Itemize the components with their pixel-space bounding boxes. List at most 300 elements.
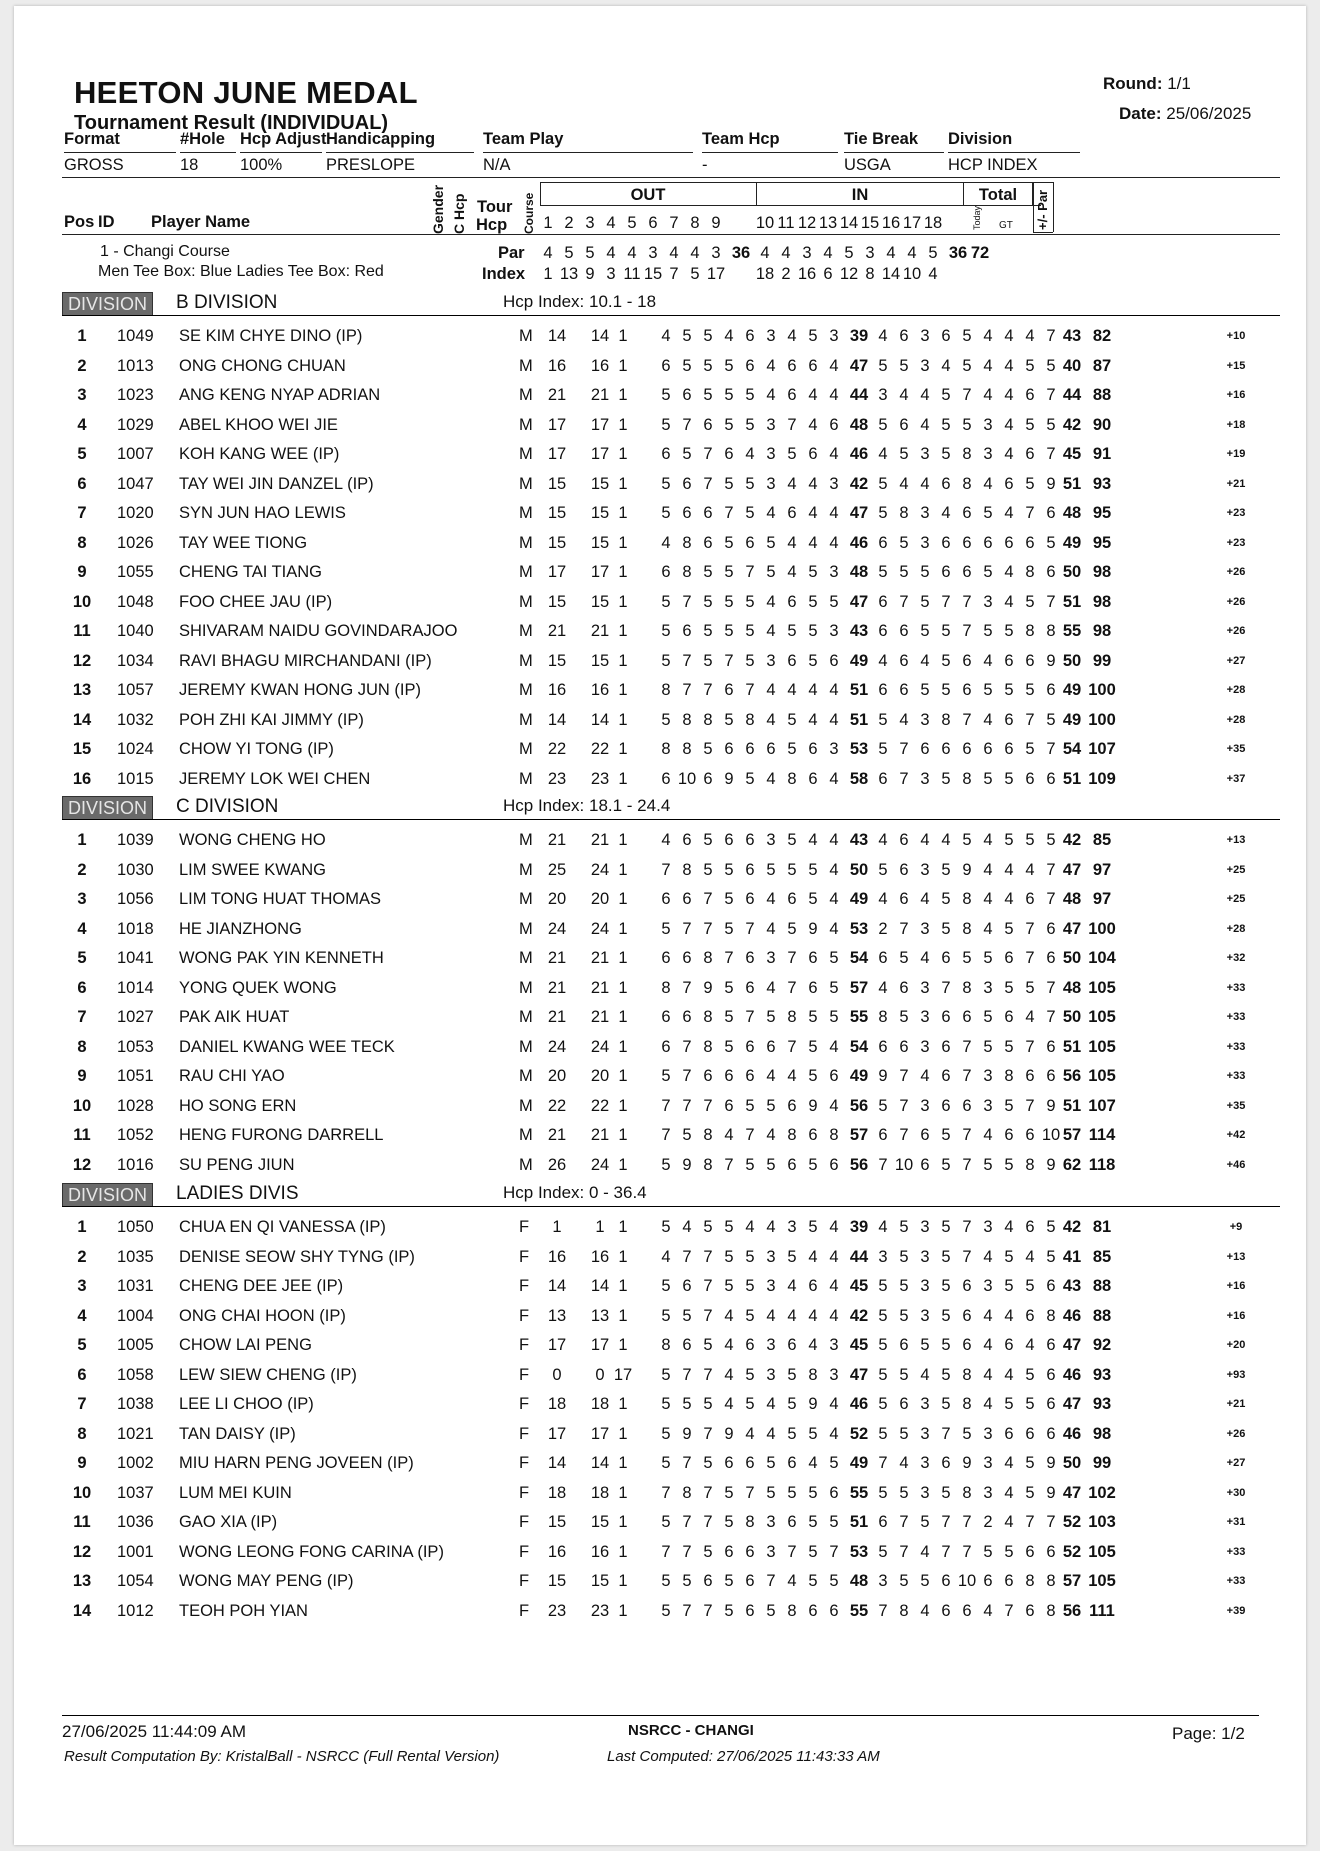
hole-score: 6 xyxy=(787,651,797,670)
hole-score: 7 xyxy=(703,1424,713,1443)
gender: M xyxy=(519,831,533,849)
hole-score: 6 xyxy=(745,1454,755,1472)
hole-score: 7 xyxy=(745,1126,755,1144)
hole-score: 7 xyxy=(941,592,951,611)
hole-score: 5 xyxy=(941,445,951,463)
hole-score: 5 xyxy=(1025,1277,1035,1295)
hole-score: 3 xyxy=(983,1483,993,1502)
hole-score: 5 xyxy=(1004,1395,1014,1413)
c-hcp: 20 xyxy=(547,890,567,908)
c-hcp: 17 xyxy=(547,1336,567,1354)
hole-score: 4 xyxy=(829,1218,839,1236)
index-value-12: 16 xyxy=(797,265,817,283)
out-total: 46 xyxy=(849,533,869,552)
hole-score: 6 xyxy=(682,1008,692,1026)
hole-score: 4 xyxy=(766,1424,776,1443)
hole-score: 6 xyxy=(941,949,951,967)
hole-score: 3 xyxy=(920,919,930,938)
hole-score: 7 xyxy=(745,919,755,938)
gross-total: 92 xyxy=(1092,1336,1112,1354)
out-total: 51 xyxy=(849,710,869,729)
c-hcp: 21 xyxy=(547,831,567,849)
hole-score: 5 xyxy=(808,1218,818,1236)
par-value-15: 3 xyxy=(865,244,875,262)
player-name: GAO XIA (IP) xyxy=(179,1513,278,1531)
hole-score: 5 xyxy=(878,1483,888,1502)
hole-score: 5 xyxy=(703,831,713,849)
hole-score: 5 xyxy=(787,740,797,758)
c-hcp: 14 xyxy=(547,327,567,345)
hole-score: 5 xyxy=(962,356,972,375)
in-total: 47 xyxy=(1062,1395,1082,1413)
hole-score: 5 xyxy=(829,1008,839,1026)
hole-score: 7 xyxy=(703,1483,713,1502)
c-hcp: 15 xyxy=(547,1572,567,1590)
gender: M xyxy=(519,1155,533,1174)
pos: 5 xyxy=(77,1336,87,1354)
player-id: 1001 xyxy=(117,1542,154,1561)
gross-total: 95 xyxy=(1092,504,1112,522)
player-id: 1054 xyxy=(117,1572,154,1590)
hole-score: 6 xyxy=(703,504,713,522)
hole-score: 5 xyxy=(878,1306,888,1325)
hole-score: 3 xyxy=(829,563,839,581)
hole-score: 5 xyxy=(899,1008,909,1026)
hole-score: 5 xyxy=(1046,710,1056,729)
hole-score: 6 xyxy=(787,1336,797,1354)
tour-hcp: 14 xyxy=(590,710,610,729)
hole-score: 5 xyxy=(724,860,734,879)
in-total: 47 xyxy=(1062,1483,1082,1502)
hole-score: 4 xyxy=(766,769,776,788)
hole-score: 4 xyxy=(787,1277,797,1295)
hole-score: 6 xyxy=(1004,949,1014,967)
hole-score: 5 xyxy=(878,1542,888,1561)
pos: 8 xyxy=(77,533,87,552)
tour-hcp: 17 xyxy=(590,445,610,463)
hole-score: 6 xyxy=(1046,919,1056,938)
par-diff: +21 xyxy=(1226,1398,1246,1410)
gross-total: 98 xyxy=(1092,622,1112,640)
course-no: 1 xyxy=(618,504,628,522)
hole-score: 5 xyxy=(941,1126,951,1144)
gender: M xyxy=(519,386,533,404)
hole-score: 4 xyxy=(1004,504,1014,522)
hole-score: 6 xyxy=(878,949,888,967)
hole-score: 5 xyxy=(808,1155,818,1174)
index-value-1: 13 xyxy=(559,265,579,283)
division-tag: DIVISION xyxy=(62,796,153,820)
header-mid-rule xyxy=(540,205,1041,206)
header-today: Today xyxy=(972,205,982,230)
par-diff: +33 xyxy=(1226,1545,1246,1558)
hole-score: 7 xyxy=(745,681,755,699)
tour-hcp: 21 xyxy=(590,622,610,640)
hole-score: 5 xyxy=(1004,1096,1014,1115)
out-total: 39 xyxy=(849,327,869,345)
gender: M xyxy=(519,563,533,581)
hole-score: 4 xyxy=(829,681,839,699)
hole-score: 8 xyxy=(1046,622,1056,640)
hole-score: 5 xyxy=(682,1306,692,1325)
gross-total: 111 xyxy=(1089,1601,1115,1620)
hole-score: 7 xyxy=(682,1542,692,1561)
hole-score: 5 xyxy=(724,710,734,729)
out-total: 53 xyxy=(849,1542,869,1561)
hole-score: 7 xyxy=(703,474,713,493)
hole-score: 4 xyxy=(983,1395,993,1413)
hole-score: 3 xyxy=(983,1067,993,1085)
hole-score: 6 xyxy=(745,356,755,375)
footer-rule xyxy=(62,1715,1259,1716)
hole-score: 7 xyxy=(962,1067,972,1085)
hole-score: 8 xyxy=(682,710,692,729)
hole-score: 4 xyxy=(724,1336,734,1354)
course-no: 1 xyxy=(618,356,628,375)
hole-score: 4 xyxy=(920,1365,930,1384)
gender: M xyxy=(519,740,533,758)
hole-score: 3 xyxy=(829,474,839,493)
hole-score: 7 xyxy=(899,592,909,611)
division-tag: DIVISION xyxy=(62,292,153,316)
gross-total: 99 xyxy=(1092,1454,1112,1472)
hole-score: 7 xyxy=(703,919,713,938)
hole-score: 5 xyxy=(878,356,888,375)
hole-score: 6 xyxy=(661,1037,671,1056)
hole-score: 5 xyxy=(1046,1218,1056,1236)
par-diff: +25 xyxy=(1226,863,1246,876)
hole-score: 8 xyxy=(808,1365,818,1384)
player-id: 1039 xyxy=(117,831,154,849)
header-out: OUT xyxy=(630,186,666,204)
hole-score: 7 xyxy=(962,1513,972,1531)
out-total: 53 xyxy=(849,740,869,758)
hole-score: 5 xyxy=(899,1277,909,1295)
pos: 10 xyxy=(72,1096,92,1115)
course-no: 1 xyxy=(618,860,628,879)
header-c-hcp: C Hcp xyxy=(451,193,467,234)
par-diff: +27 xyxy=(1226,654,1246,667)
gender: M xyxy=(519,681,533,699)
hole-score: 3 xyxy=(787,1218,797,1236)
player-name: KOH KANG WEE (IP) xyxy=(179,445,340,463)
par-value-4: 4 xyxy=(627,244,637,262)
hole-score: 5 xyxy=(920,1336,930,1354)
par-diff: +33 xyxy=(1226,1040,1246,1053)
result-sheet xyxy=(14,6,1306,1845)
hole-score: 8 xyxy=(899,504,909,522)
course-no: 1 xyxy=(618,1336,628,1354)
header-tour-hcp: Hcp xyxy=(476,216,508,234)
hole-score: 6 xyxy=(1046,563,1056,581)
hole-score: 7 xyxy=(941,978,951,997)
gross-total: 102 xyxy=(1088,1483,1116,1502)
header-gender: Gender xyxy=(430,184,446,234)
hole-score: 5 xyxy=(661,1513,671,1531)
gender: F xyxy=(519,1395,530,1413)
hole-score: 5 xyxy=(983,1037,993,1056)
hole-score: 7 xyxy=(1046,978,1056,997)
tour-hcp: 14 xyxy=(590,1277,610,1295)
hole-score: 5 xyxy=(941,1155,951,1174)
hole-score: 2 xyxy=(983,1513,993,1531)
hole-score: 6 xyxy=(745,890,755,908)
page-number: Page: 1/2 xyxy=(1172,1724,1245,1743)
hole-score: 8 xyxy=(661,681,671,699)
hole-score: 7 xyxy=(962,1126,972,1144)
gross-total: 100 xyxy=(1088,710,1116,729)
par-diff: +26 xyxy=(1226,625,1246,637)
gross-total: 105 xyxy=(1088,1542,1116,1561)
pos: 8 xyxy=(77,1424,87,1443)
hole-score: 5 xyxy=(808,860,818,879)
hole-score: 5 xyxy=(1025,1365,1035,1384)
settings-value-0: GROSS xyxy=(64,156,124,174)
hole-score: 4 xyxy=(829,831,839,849)
par-diff: +26 xyxy=(1226,595,1246,608)
hole-score: 6 xyxy=(703,1067,713,1085)
tour-hcp: 15 xyxy=(590,533,610,552)
course-no: 1 xyxy=(618,1395,628,1413)
hole-score: 5 xyxy=(682,1572,692,1590)
out-total: 47 xyxy=(849,1365,869,1384)
header-hole-15: 15 xyxy=(860,214,880,232)
hole-score: 6 xyxy=(962,651,972,670)
settings-header-6: Tie Break xyxy=(844,130,918,148)
hole-score: 5 xyxy=(724,1513,734,1531)
header-hole-6: 6 xyxy=(648,214,658,232)
tour-hcp: 0 xyxy=(595,1365,605,1384)
hole-score: 6 xyxy=(766,740,776,758)
hole-score: 8 xyxy=(703,949,713,967)
hole-score: 7 xyxy=(941,1424,951,1443)
out-total: 48 xyxy=(849,563,869,581)
player-name: CHENG TAI TIANG xyxy=(179,563,323,581)
hole-score: 6 xyxy=(808,949,818,967)
hole-score: 7 xyxy=(682,1513,692,1531)
tour-hcp: 17 xyxy=(590,1424,610,1443)
hole-score: 4 xyxy=(1025,327,1035,345)
hole-score: 5 xyxy=(703,860,713,879)
tour-hcp: 17 xyxy=(590,563,610,581)
hole-score: 3 xyxy=(920,356,930,375)
gender: M xyxy=(519,710,533,729)
course-no: 17 xyxy=(613,1365,633,1384)
hole-score: 4 xyxy=(829,445,839,463)
hole-score: 8 xyxy=(745,710,755,729)
par-value-20: 72 xyxy=(970,244,990,262)
out-total: 45 xyxy=(849,1336,869,1354)
hole-score: 7 xyxy=(787,1037,797,1056)
c-hcp: 22 xyxy=(547,740,567,758)
hole-score: 6 xyxy=(1046,1336,1056,1354)
index-value-7: 5 xyxy=(690,265,700,283)
hole-score: 6 xyxy=(682,386,692,404)
hole-score: 5 xyxy=(1025,681,1035,699)
out-total: 49 xyxy=(849,1454,869,1472)
hole-score: 6 xyxy=(962,1306,972,1325)
settings-header-rule-7 xyxy=(948,152,1080,153)
par-value-19: 36 xyxy=(948,244,968,262)
index-value-2: 9 xyxy=(585,265,595,283)
out-total: 53 xyxy=(849,919,869,938)
player-id: 1035 xyxy=(117,1247,154,1266)
hole-score: 4 xyxy=(766,681,776,699)
hole-score: 5 xyxy=(941,651,951,670)
hole-score: 9 xyxy=(1046,474,1056,493)
in-total: 48 xyxy=(1062,890,1082,908)
in-total: 49 xyxy=(1062,533,1082,552)
hole-score: 4 xyxy=(920,1542,930,1561)
hole-score: 6 xyxy=(787,386,797,404)
hole-score: 4 xyxy=(983,1601,993,1620)
hole-score: 5 xyxy=(682,445,692,463)
hole-score: 3 xyxy=(920,1037,930,1056)
hole-score: 8 xyxy=(962,445,972,463)
hole-score: 4 xyxy=(829,1395,839,1413)
hole-score: 6 xyxy=(829,415,839,434)
hole-score: 3 xyxy=(766,1542,776,1561)
out-total: 42 xyxy=(849,474,869,493)
hole-score: 4 xyxy=(745,1218,755,1236)
gender: M xyxy=(519,327,533,345)
gross-total: 88 xyxy=(1092,1277,1112,1295)
gender: M xyxy=(519,949,533,967)
hole-score: 4 xyxy=(878,1218,888,1236)
hole-score: 6 xyxy=(1046,1277,1056,1295)
hole-score: 4 xyxy=(808,681,818,699)
par-diff: +13 xyxy=(1226,834,1246,846)
hole-score: 5 xyxy=(1046,356,1056,375)
in-total: 62 xyxy=(1062,1155,1082,1174)
gender: F xyxy=(519,1454,530,1472)
out-total: 57 xyxy=(849,1126,869,1144)
hole-score: 5 xyxy=(724,1601,734,1620)
hole-score: 6 xyxy=(1025,769,1035,788)
hole-score: 5 xyxy=(899,1572,909,1590)
hole-score: 3 xyxy=(920,1247,930,1266)
hole-score: 3 xyxy=(920,1306,930,1325)
par-diff: +30 xyxy=(1226,1486,1246,1499)
index-value-10: 18 xyxy=(755,265,775,283)
hole-score: 7 xyxy=(1046,1008,1056,1026)
hole-score: 4 xyxy=(787,563,797,581)
par-diff: +33 xyxy=(1226,1011,1246,1023)
hole-score: 4 xyxy=(808,504,818,522)
out-total: 49 xyxy=(849,1067,869,1085)
hole-score: 9 xyxy=(878,1067,888,1085)
hole-score: 6 xyxy=(829,1483,839,1502)
par-value-18: 5 xyxy=(928,244,938,262)
hole-score: 5 xyxy=(745,651,755,670)
in-total: 42 xyxy=(1062,831,1082,849)
in-total: 48 xyxy=(1062,504,1082,522)
hole-score: 5 xyxy=(941,769,951,788)
course-no: 1 xyxy=(618,1008,628,1026)
par-box-right xyxy=(1053,182,1054,232)
hole-score: 7 xyxy=(1025,1513,1035,1531)
hole-score: 7 xyxy=(703,445,713,463)
hole-score: 6 xyxy=(808,356,818,375)
hole-score: 7 xyxy=(962,622,972,640)
settings-header-rule-3 xyxy=(326,152,474,153)
hole-score: 3 xyxy=(920,1483,930,1502)
hole-score: 4 xyxy=(787,1306,797,1325)
hole-score: 5 xyxy=(899,1218,909,1236)
in-total: 46 xyxy=(1062,1306,1082,1325)
player-name: PAK AIK HUAT xyxy=(179,1008,290,1026)
hole-score: 4 xyxy=(1004,563,1014,581)
course-no: 1 xyxy=(618,563,628,581)
hole-score: 7 xyxy=(682,1601,692,1620)
hole-score: 5 xyxy=(661,592,671,611)
hole-score: 3 xyxy=(878,1247,888,1266)
header-hole-11: 11 xyxy=(777,214,795,232)
hole-score: 6 xyxy=(682,890,692,908)
player-id: 1034 xyxy=(117,651,154,670)
hole-score: 6 xyxy=(745,1542,755,1561)
course-no: 1 xyxy=(618,1218,628,1236)
hole-score: 5 xyxy=(745,1096,755,1115)
course-no: 1 xyxy=(618,327,628,345)
hole-score: 7 xyxy=(899,1067,909,1085)
hole-score: 5 xyxy=(1025,740,1035,758)
hole-score: 6 xyxy=(878,533,888,552)
tour-hcp: 17 xyxy=(590,415,610,434)
par-diff: +23 xyxy=(1226,536,1246,549)
hole-score: 7 xyxy=(787,949,797,967)
hole-score: 5 xyxy=(1004,622,1014,640)
par-value-12: 3 xyxy=(802,244,812,262)
hole-score: 3 xyxy=(983,1424,993,1443)
division-hcp-index: Hcp Index: 18.1 - 24.4 xyxy=(503,796,671,815)
hole-score: 4 xyxy=(661,533,671,552)
hole-score: 6 xyxy=(1004,740,1014,758)
division-tag: DIVISION xyxy=(62,1183,153,1207)
in-total: 47 xyxy=(1062,860,1082,879)
hole-score: 5 xyxy=(920,1572,930,1590)
hole-score: 6 xyxy=(1004,651,1014,670)
in-total: 46 xyxy=(1062,1365,1082,1384)
index-value-14: 12 xyxy=(839,265,859,283)
hole-score: 7 xyxy=(661,1542,671,1561)
division-hcp-index: Hcp Index: 0 - 36.4 xyxy=(503,1183,647,1202)
out-total: 44 xyxy=(849,1247,869,1266)
hole-score: 9 xyxy=(1046,1454,1056,1472)
hole-score: 3 xyxy=(983,1218,993,1236)
hole-score: 5 xyxy=(766,1601,776,1620)
hole-score: 8 xyxy=(703,1008,713,1026)
hole-score: 5 xyxy=(808,327,818,345)
hole-score: 6 xyxy=(787,592,797,611)
hole-score: 5 xyxy=(703,1218,713,1236)
gross-total: 105 xyxy=(1088,1037,1116,1056)
hole-score: 7 xyxy=(962,386,972,404)
hole-score: 7 xyxy=(703,1601,713,1620)
hole-score: 6 xyxy=(661,949,671,967)
player-id: 1058 xyxy=(117,1365,154,1384)
settings-header-3: Handicapping xyxy=(326,130,436,148)
hole-score: 4 xyxy=(899,1454,909,1472)
gender: M xyxy=(519,919,533,938)
hole-score: 6 xyxy=(661,890,671,908)
pos: 4 xyxy=(77,415,87,434)
in-total: 52 xyxy=(1062,1513,1082,1531)
hole-score: 5 xyxy=(724,474,734,493)
hole-score: 5 xyxy=(899,1483,909,1502)
hole-score: 6 xyxy=(983,533,993,552)
hole-score: 5 xyxy=(724,1218,734,1236)
